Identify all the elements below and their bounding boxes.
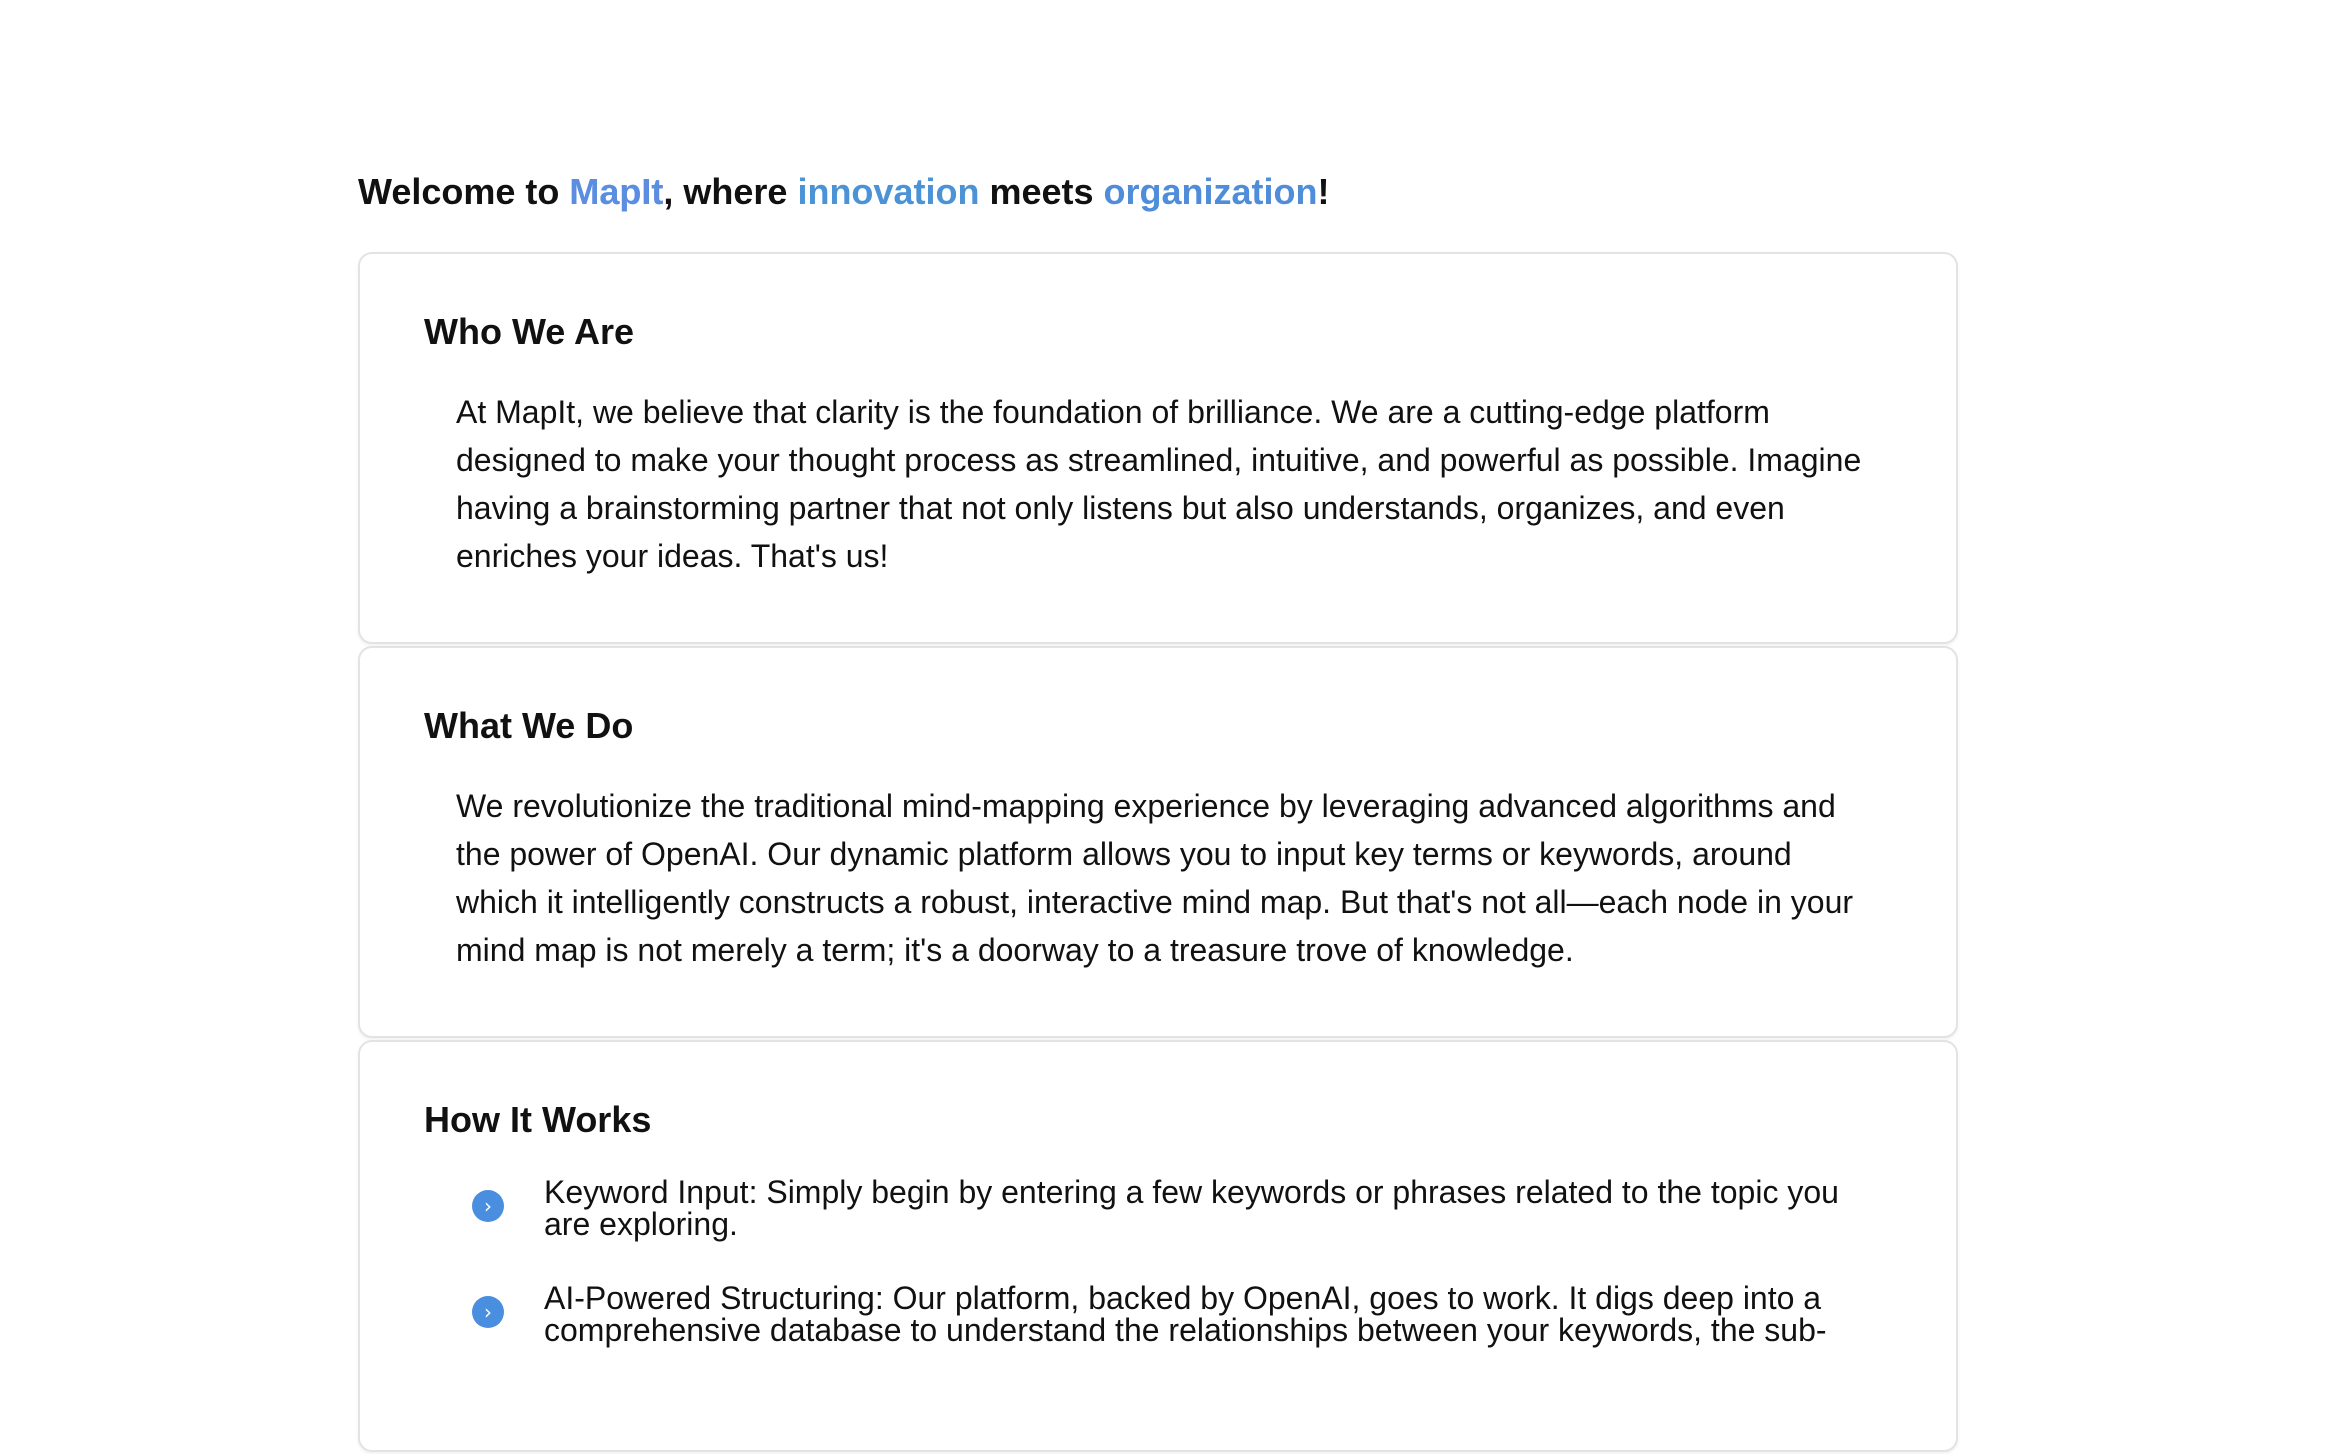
chevron-right-icon: › (472, 1190, 504, 1222)
how-it-works-card (358, 1040, 1958, 1452)
who-we-are-card (358, 252, 1958, 644)
chevron-right-icon: › (472, 1296, 504, 1328)
headline-prefix: Welcome to (358, 171, 570, 212)
headline-mid-2: meets (979, 171, 1104, 212)
step-text: Keyword Input: Simply begin by entering a few keywords or phrases related to the topic you are exploring. (544, 1174, 1839, 1242)
about-page (358, 168, 1958, 1454)
headline-word-organization: organization (1103, 171, 1318, 212)
what-we-do-title: What We Do (424, 705, 634, 746)
how-it-works-steps (424, 1176, 1892, 1346)
headline-mid-1: , where (663, 171, 798, 212)
what-we-do-body: We revolutionize the traditional mind-mapping experience by leveraging advanced algorithms and the power of OpenAI. Our dynamic platform allows you to input key terms or keywords, around which it intelligently constructs a robust, interactive mind map. But that's not all—each node in your mind map is not merely a term; it's a doorway to a treasure trove of knowledge. (456, 788, 1854, 968)
list-item (472, 1282, 1892, 1346)
headline-suffix: ! (1317, 171, 1330, 212)
headline-brand: MapIt (569, 171, 664, 212)
step-text: AI-Powered Structuring: Our platform, backed by OpenAI, goes to work. It digs deep into a comprehensive database to understand the relationships between your keywords, the sub- (544, 1280, 1827, 1348)
who-we-are-body: At MapIt, we believe that clarity is the foundation of brilliance. We are a cutting-edge platform designed to make your thought process as streamlined, intuitive, and powerful as possible. Imagine having a brainstorming partner that not only listens but also understands, organizes, and even enriches your ideas. That's us! (456, 394, 1862, 574)
page-title (358, 168, 1958, 216)
what-we-do-card (358, 646, 1958, 1038)
list-item (472, 1176, 1892, 1240)
who-we-are-title: Who We Are (424, 311, 635, 352)
how-it-works-title: How It Works (424, 1099, 652, 1140)
headline-word-innovation: innovation (797, 171, 980, 212)
